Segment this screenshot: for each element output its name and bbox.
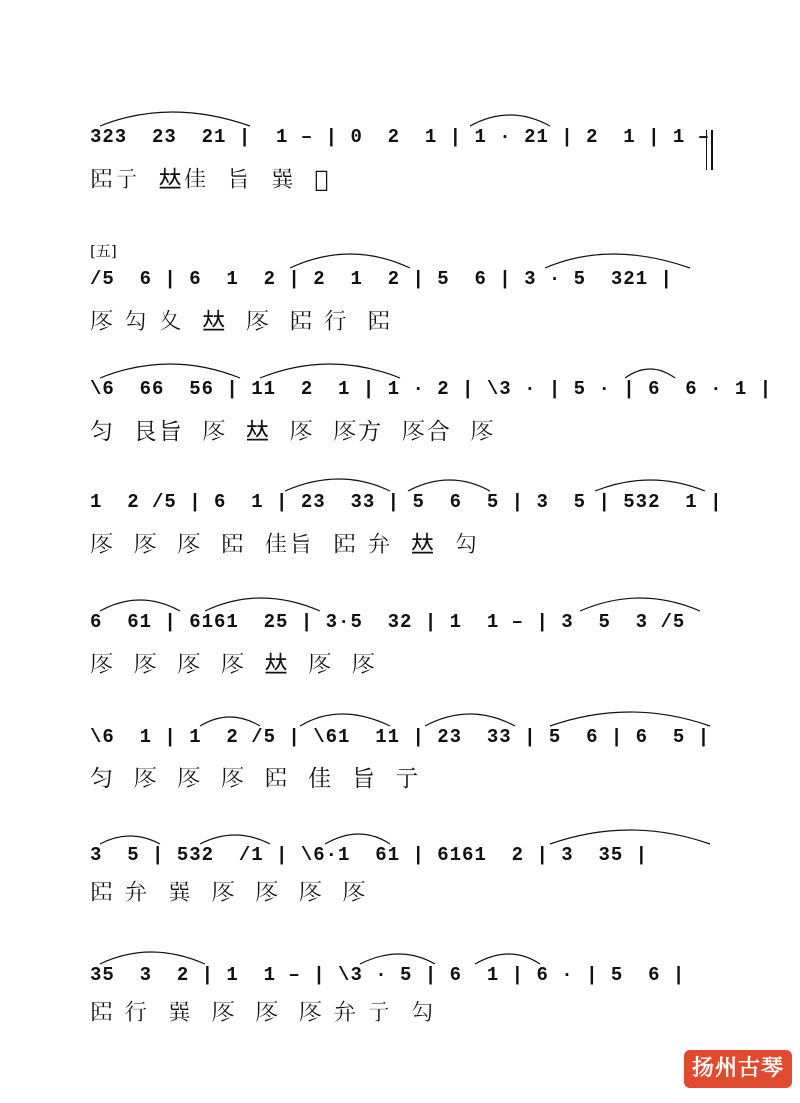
jianzi-tablature: 𠩁 𠩁 𠩁 𠥓 佳旨 𠥓 弁 𠀤 勾 bbox=[90, 532, 480, 558]
jianzi-tablature: 𠩁 勾 夊 𠀤 𠩁 𠥓 行 𠥓 bbox=[90, 309, 393, 335]
jianzi-tablature: 匀 𠩁 𠩁 𠩁 𠥓 佳 旨 亍 bbox=[90, 766, 421, 792]
jianpu-notes: 1 2 /5 | 6 1 | 23 33 | 5 6 5 | 3 5 | 532 1 | bbox=[90, 491, 723, 513]
score-system-8 bbox=[90, 958, 720, 1038]
jianpu-notes: 6 61 | 6161 25 | 3·5 32 | 1 1 – | 3 5 3 /5 bbox=[90, 611, 686, 633]
score-system-1 bbox=[90, 120, 720, 200]
score-system-6 bbox=[90, 720, 720, 800]
jianpu-notes: \6 66 56 | 11 2 1 | 1 · 2 | \3 · | 5 · | 6 6 · 1 | bbox=[90, 378, 773, 400]
score-system-2 bbox=[90, 262, 720, 342]
jianzi-tablature: 𠩁 𠩁 𠩁 𠩁 𠀤 𠩁 𠩁 bbox=[90, 652, 377, 678]
jianzi-tablature: 𠥓 弁 𢁉 𠩁 𠩁 𠩁 𠩁 bbox=[90, 880, 368, 906]
section-label: [五] bbox=[90, 242, 117, 260]
jianzi-tablature: 匀 艮旨 𠩁 𠀤 𠩁 𠩁方 𠩁合 𠩁 bbox=[90, 419, 496, 445]
score-system-7 bbox=[90, 838, 720, 918]
jianpu-notes: 323 23 21 | 1 – | 0 2 1 | 1 · 21 | 2 1 | 1 – bbox=[90, 126, 711, 148]
jianpu-notes: /5 6 | 6 1 2 | 2 1 2 | 5 6 | 3 · 5 321 | bbox=[90, 268, 673, 290]
jianpu-notes: 3 5 | 532 /1 | \6·1 61 | 6161 2 | 3 35 | bbox=[90, 844, 649, 866]
score-system-4 bbox=[90, 485, 723, 565]
jianzi-tablature: 𠥓亍 𠀤佳 旨 𢁉 𣃠 bbox=[90, 167, 331, 193]
jianpu-notes: 35 3 2 | 1 1 – | \3 · 5 | 6 1 | 6 · | 5 6 | bbox=[90, 964, 686, 986]
score-system-5 bbox=[90, 605, 720, 685]
score-system-3 bbox=[90, 372, 773, 452]
jianpu-notes: \6 1 | 1 2 /5 | \61 11 | 23 33 | 5 6 | 6 5 | bbox=[90, 726, 711, 748]
final-barline bbox=[706, 130, 713, 170]
watermark-logo: 扬州古琴 bbox=[684, 1050, 792, 1088]
jianzi-tablature: 𠥓 行 𢁉 𠩁 𠩁 𠩁 弁 亍 勾 bbox=[90, 1000, 437, 1026]
